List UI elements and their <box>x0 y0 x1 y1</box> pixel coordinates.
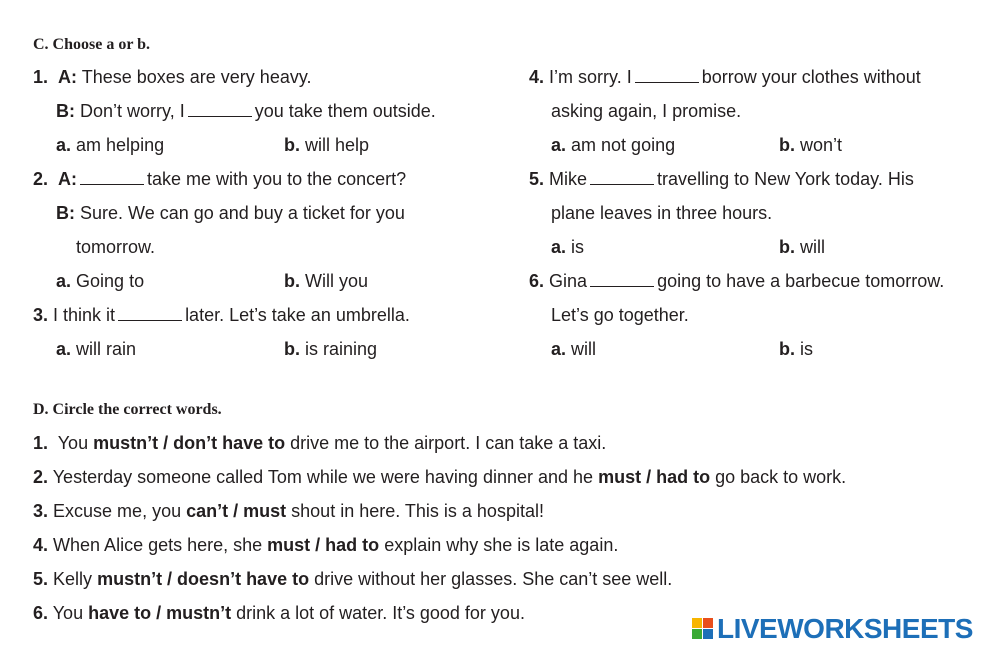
c-q2-b-text: Will you <box>305 271 369 291</box>
c-q1-line-b-pre: Don’t worry, I <box>80 101 185 121</box>
c-q1-a-label: a. <box>56 135 72 155</box>
c-q4-post: borrow your clothes without <box>701 67 921 87</box>
c-q4-option-a <box>551 134 675 156</box>
c-q6-post: going to have a barbecue tomorrow. <box>657 271 945 291</box>
c-q3-a-label: a. <box>56 339 72 359</box>
c-q4-b-label: b. <box>779 135 795 155</box>
c-q3-option-b <box>284 338 377 360</box>
d-item-1-post: drive me to the airport. I can take a taxi. <box>290 433 607 453</box>
d-item-2-post: go back to work. <box>715 467 847 487</box>
d-item-2-choices[interactable]: must / had to <box>598 467 711 487</box>
d-item-5-pre: Kelly <box>53 569 93 589</box>
c-q2-a-label: a. <box>56 271 72 291</box>
c-q6-line2: Let’s go together. <box>551 305 689 325</box>
c-q2-option-b <box>284 270 368 292</box>
c-q5-line2: plane leaves in three hours. <box>551 203 773 223</box>
c-q2-line-a-text: take me with you to the concert? <box>147 169 407 189</box>
c-q2-option-a <box>56 270 144 292</box>
c-q4-b-text: won’t <box>800 135 843 155</box>
d-item-2 <box>33 466 846 488</box>
c-q2-line-b <box>56 202 405 224</box>
c-q2-line-a <box>33 168 406 190</box>
c-q1-blank <box>188 104 252 117</box>
c-q6-number: 6. <box>529 271 545 291</box>
c-q1-line-b <box>56 100 436 122</box>
d-item-4-number: 4. <box>33 535 49 555</box>
d-item-5-number: 5. <box>33 569 49 589</box>
d-item-6-post: drink a lot of water. It’s good for you. <box>236 603 525 623</box>
d-item-6 <box>33 602 525 624</box>
d-item-3 <box>33 500 544 522</box>
d-item-1-pre: You <box>57 433 89 453</box>
c-q5-option-b <box>779 236 825 258</box>
c-q6-line <box>529 270 944 292</box>
c-q2-speaker-a: A: <box>58 169 78 189</box>
c-q5-post: travelling to New York today. His <box>657 169 914 189</box>
c-q2-a-text: Going to <box>76 271 145 291</box>
c-q1-option-a <box>56 134 164 156</box>
c-q4-line2: asking again, I promise. <box>551 101 742 121</box>
c-q6-b-label: b. <box>779 339 795 359</box>
c-q1-number: 1. <box>33 67 49 87</box>
d-item-6-choices[interactable]: have to / mustn’t <box>88 603 232 623</box>
c-q5-blank <box>590 172 654 185</box>
c-q1-option-b <box>284 134 369 156</box>
c-q3-post: later. Let’s take an umbrella. <box>185 305 410 325</box>
c-q4-a-label: a. <box>551 135 567 155</box>
d-item-4-pre: When Alice gets here, she <box>53 535 263 555</box>
d-item-1 <box>33 432 606 454</box>
d-item-3-post: shout in here. This is a hospital! <box>291 501 544 521</box>
c-q6-option-b <box>779 338 813 360</box>
c-q3-b-label: b. <box>284 339 300 359</box>
c-q1-line-a <box>33 66 312 88</box>
section-c-heading: C. Choose a or b. <box>33 36 151 53</box>
c-q3-b-text: is raining <box>305 339 378 359</box>
c-q5-a-text: is <box>571 237 585 257</box>
d-item-1-choices[interactable]: mustn’t / don’t have to <box>93 433 286 453</box>
c-q6-blank <box>590 274 654 287</box>
c-q4-blank <box>635 70 699 83</box>
c-q3-a-text: will rain <box>76 339 137 359</box>
d-item-6-pre: You <box>52 603 84 623</box>
c-q2-b-label: b. <box>284 271 300 291</box>
c-q3-blank <box>118 308 182 321</box>
d-item-6-number: 6. <box>33 603 49 623</box>
c-q4-number: 4. <box>529 67 545 87</box>
d-item-5-choices[interactable]: mustn’t / doesn’t have to <box>97 569 310 589</box>
section-d-heading: D. Circle the correct words. <box>33 401 222 418</box>
c-q1-line-a-text: These boxes are very heavy. <box>81 67 312 87</box>
c-q4-line <box>529 66 921 88</box>
c-q5-b-text: will <box>800 237 826 257</box>
d-item-2-pre: Yesterday someone called Tom while we were having dinner and he <box>52 467 594 487</box>
c-q2-speaker-b: B: <box>56 203 75 223</box>
c-q2-number: 2. <box>33 169 49 189</box>
c-q5-option-a <box>551 236 584 258</box>
d-item-5 <box>33 568 672 590</box>
c-q3-option-a <box>56 338 136 360</box>
d-item-3-pre: Excuse me, you <box>53 501 182 521</box>
c-q4-a-text: am not going <box>571 135 676 155</box>
c-q1-speaker-b: B: <box>56 101 75 121</box>
c-q5-pre: Mike <box>549 169 588 189</box>
c-q5-number: 5. <box>529 169 545 189</box>
c-q4-option-b <box>779 134 842 156</box>
c-q6-pre: Gina <box>549 271 588 291</box>
c-q1-b-label: b. <box>284 135 300 155</box>
c-q6-a-text: will <box>571 339 597 359</box>
c-q2-line-b-text: Sure. We can go and buy a ticket for you <box>80 203 405 223</box>
c-q6-option-a <box>551 338 596 360</box>
d-item-3-number: 3. <box>33 501 49 521</box>
logo-mark-icon <box>692 618 714 640</box>
c-q1-b-text: will help <box>305 135 370 155</box>
d-item-4 <box>33 534 618 556</box>
c-q1-a-text: am helping <box>76 135 165 155</box>
c-q5-line <box>529 168 914 190</box>
d-item-2-number: 2. <box>33 467 49 487</box>
d-item-4-choices[interactable]: must / had to <box>267 535 380 555</box>
c-q5-b-label: b. <box>779 237 795 257</box>
d-item-3-choices[interactable]: can’t / must <box>186 501 287 521</box>
c-q4-pre: I’m sorry. I <box>549 67 632 87</box>
d-item-1-number: 1. <box>33 433 49 453</box>
logo-text: LIVEWORKSHEETS <box>717 613 973 644</box>
c-q3-line <box>33 304 410 326</box>
c-q1-speaker-a: A: <box>58 67 78 87</box>
c-q2-blank <box>80 172 144 185</box>
c-q2-line-b2: tomorrow. <box>76 237 156 257</box>
liveworksheets-logo[interactable] <box>692 613 973 644</box>
c-q3-number: 3. <box>33 305 49 325</box>
c-q1-line-b-post: you take them outside. <box>254 101 436 121</box>
d-item-4-post: explain why she is late again. <box>384 535 619 555</box>
c-q6-b-text: is <box>800 339 814 359</box>
c-q5-a-label: a. <box>551 237 567 257</box>
c-q6-a-label: a. <box>551 339 567 359</box>
c-q3-pre: I think it <box>53 305 116 325</box>
d-item-5-post: drive without her glasses. She can’t see well. <box>314 569 673 589</box>
